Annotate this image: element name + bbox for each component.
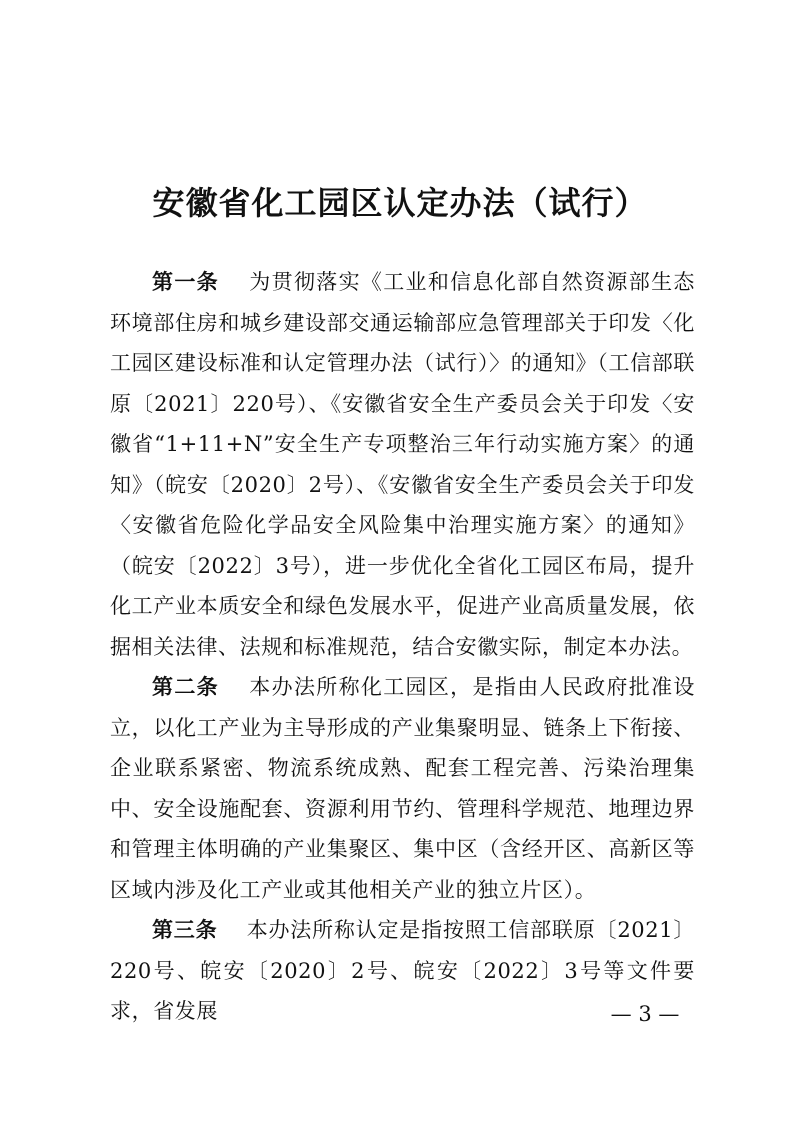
article-2-text: 本办法所称化工园区，是指由人民政府批准设立，以化工产业为主导形成的产业集聚明显、链条上下衔接、企业联系紧密、物流系统成熟、配套工程完善、污染治理集中、安全设施配套、资源利用节约、管理科学规范、地理边界和管理主体明确的产业集聚区、集中区（含经开区、高新区等区域内涉及化工产业或其他相关产业的独立片区）。 (110, 675, 695, 902)
article-3-text: 本办法所称认定是指按照工信部联原〔2021〕220号、皖安〔2020〕2号、皖安〔2022〕3号等文件要求，省发展 (110, 918, 695, 1023)
article-2-heading: 第二条 (152, 675, 219, 699)
page-number: — 3 — (610, 1002, 680, 1026)
document-body (110, 262, 695, 1032)
article-1-heading: 第一条 (152, 270, 219, 294)
article-1 (110, 262, 695, 667)
article-1-text: 为贯彻落实《工业和信息化部自然资源部生态环境部住房和城乡建设部交通运输部应急管理部关于印发〈化工园区建设标准和认定管理办法（试行）〉的通知》（工信部联原〔2021〕220号）、《安徽省安全生产委员会关于印发〈安徽省“1+11+N”安全生产专项整治三年行动实施方案〉的通知》（皖安〔2020〕2号）、《安徽省安全生产委员会关于印发〈安徽省危险化学品安全风险集中治理实施方案〉的通知》（皖安〔2022〕3号），进一步优化全省化工园区布局，提升化工产业本质安全和绿色发展水平，促进产业高质量发展，依据相关法律、法规和标准规范，结合安徽实际，制定本办法。 (110, 270, 695, 659)
article-2 (110, 667, 695, 910)
document-title: 安徽省化工园区认定办法（试行） (152, 184, 648, 222)
article-3-heading: 第三条 (152, 918, 218, 942)
